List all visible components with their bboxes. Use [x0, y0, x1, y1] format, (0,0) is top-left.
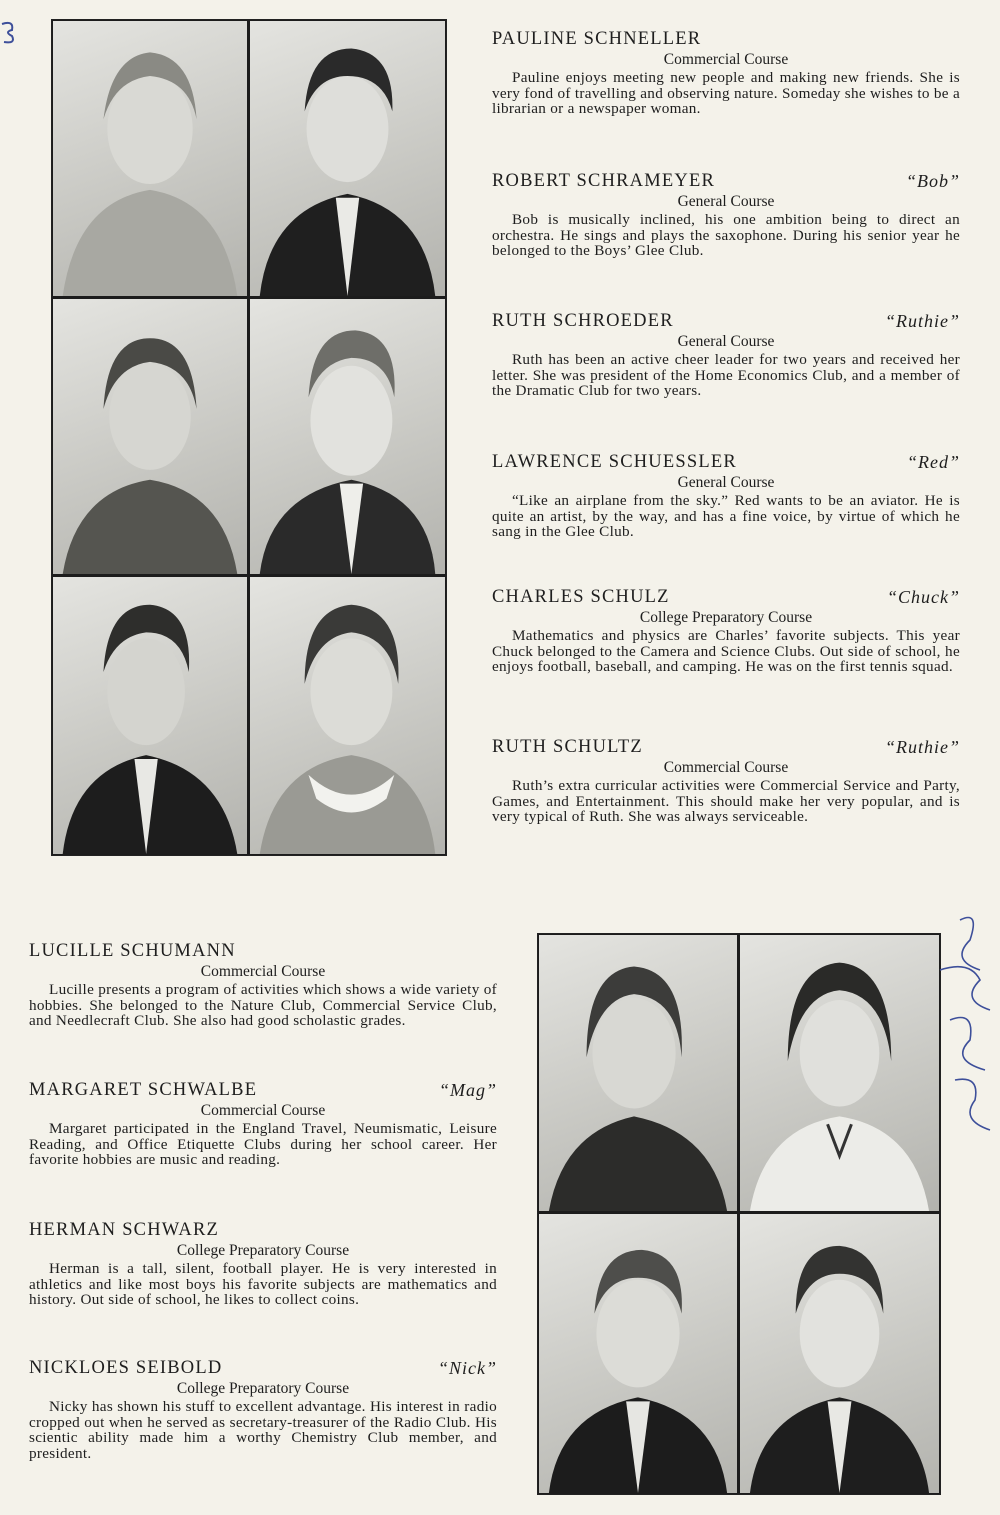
student-description: Lucille presents a program of activities which shows a wide variety of hobbies. She belonged to the Nature Club, Commercial Service Club, and Needlecraft Club. She also had good scholastic grades.	[29, 981, 497, 1029]
student-description: “Like an airplane from the sky.” Red wants to be an aviator. He is quite an artist, by the way, and has a fine voice, by virtue of which he sang in the Glee Club.	[492, 492, 960, 540]
student-course: Commercial Course	[663, 759, 789, 776]
student-course: Commercial Course	[200, 963, 326, 980]
student-name: RUTH SCHULTZ	[492, 737, 643, 757]
student-name: CHARLES SCHULZ	[492, 587, 670, 607]
bottom-entries	[29, 941, 497, 1461]
student-name: PAULINE SCHNELLER	[492, 29, 702, 49]
student-name: NICKLOES SEIBOLD	[29, 1358, 223, 1378]
top-photo-grid	[51, 19, 447, 856]
portrait-photo	[539, 935, 737, 1211]
portrait-photo	[250, 299, 445, 574]
student-entry	[29, 1358, 497, 1461]
student-course: College Preparatory Course	[176, 1242, 350, 1259]
student-nickname: “Nick”	[437, 1358, 497, 1378]
student-description: Pauline enjoys meeting new people and making new friends. She is very fond of travelling and observing nature. Someday she wishes to be a librarian or a newspaper woman.	[492, 69, 960, 117]
student-entry	[29, 1220, 497, 1358]
student-name: LUCILLE SCHUMANN	[29, 941, 236, 961]
student-name: LAWRENCE SCHUESSLER	[492, 452, 737, 472]
portrait-photo	[250, 577, 445, 854]
student-nickname: “Mag”	[438, 1080, 497, 1100]
portrait-photo	[53, 21, 247, 296]
student-course: General Course	[677, 193, 775, 210]
student-nickname: “Ruthie”	[884, 737, 960, 757]
student-entry	[29, 1080, 497, 1220]
portrait-photo	[740, 1214, 939, 1493]
student-description: Ruth has been an active cheer leader for two years and received her letter. She was president of the Home Economics Club, and a member of the Dramatic Club for two years.	[492, 351, 960, 399]
student-name: RUTH SCHROEDER	[492, 311, 674, 331]
student-entry	[492, 29, 960, 171]
student-description: Nicky has shown his stuff to excellent advantage. His interest in radio cropped out when he served as secretary-treasurer of the Radio Club. His scientic ability made him a worthy Chemistry Club member, and president.	[29, 1398, 497, 1462]
student-description: Bob is musically inclined, his one ambition being to direct an orchestra. He sings and plays the saxophone. During his senior year he belonged to the Boys’ Glee Club.	[492, 211, 960, 259]
handwriting-mark-top-left	[0, 18, 22, 48]
student-course: General Course	[677, 474, 775, 491]
student-entry	[492, 737, 960, 825]
handwriting-signature	[930, 900, 1000, 1160]
student-course: Commercial Course	[663, 51, 789, 68]
student-entry	[492, 587, 960, 737]
student-course: College Preparatory Course	[639, 609, 813, 626]
student-nickname: “Ruthie”	[884, 311, 960, 331]
student-description: Ruth’s extra curricular activities were Commercial Service and Party, Games, and Entertainment. This should make her very popular, and is very typical of Ruth. She was always serviceable.	[492, 777, 960, 825]
student-course: College Preparatory Course	[176, 1380, 350, 1397]
portrait-photo	[539, 1214, 737, 1493]
top-entries	[492, 29, 960, 825]
student-name: ROBERT SCHRAMEYER	[492, 171, 715, 191]
portrait-photo	[740, 935, 939, 1211]
student-entry	[29, 941, 497, 1080]
student-entry	[492, 311, 960, 452]
student-description: Herman is a tall, silent, football player. He is very interested in athletics and like most boys his favorite subjects are mathematics and history. Out side of school, he likes to collect coins.	[29, 1260, 497, 1308]
student-nickname: “Bob”	[905, 171, 960, 191]
student-name: HERMAN SCHWARZ	[29, 1220, 219, 1240]
portrait-photo	[53, 299, 247, 574]
student-course: Commercial Course	[200, 1102, 326, 1119]
student-nickname: “Red”	[906, 452, 960, 472]
bottom-photo-grid	[537, 933, 941, 1495]
portrait-photo	[53, 577, 247, 854]
student-course: General Course	[677, 333, 775, 350]
student-entry	[492, 171, 960, 311]
student-entry	[492, 452, 960, 587]
student-nickname: “Chuck”	[886, 587, 960, 607]
portrait-photo	[250, 21, 445, 296]
student-description: Mathematics and physics are Charles’ favorite subjects. This year Chuck belonged to the Camera and Science Clubs. Out side of school, he enjoys football, baseball, and camping. He was on the first tennis squad.	[492, 627, 960, 675]
student-description: Margaret participated in the England Travel, Neumismatic, Leisure Reading, and Office Etiquette Clubs during her school career. Her favorite hobbies are music and reading.	[29, 1120, 497, 1168]
student-name: MARGARET SCHWALBE	[29, 1080, 258, 1100]
